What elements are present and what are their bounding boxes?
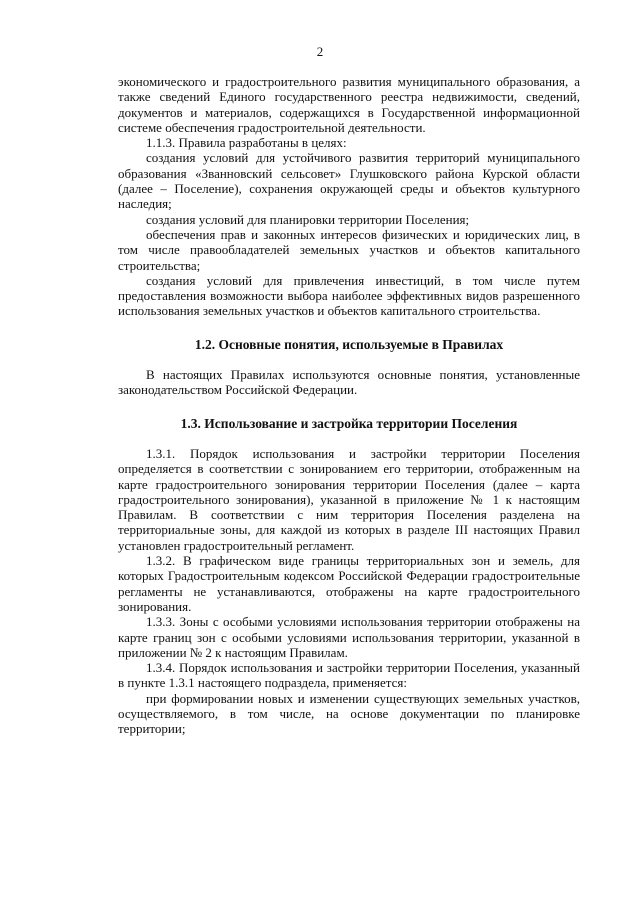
paragraph-1-1-3: 1.1.3. Правила разработаны в целях: — [146, 135, 347, 151]
heading-section-1-2: 1.2. Основные понятия, используемые в Правилах — [194, 336, 504, 352]
paragraph-goal-planning: создания условий для планировки территории Поселения; — [146, 211, 470, 227]
paragraph-goal-sustainable: создания условий для устойчивого развития территорий муниципального образования «Званновский сельсовет» Глушковского района Курской области (далее – Поселение), сохранения окружающей среды и объектов культурного наследия; — [118, 150, 580, 212]
page-number: 2 — [316, 44, 324, 59]
paragraph-1-3-4: 1.3.4. Порядок использования и застройки территории Поселения, указанный в пункте 1.3.1 настоящего подраздела, применяется: — [118, 660, 580, 691]
paragraph-1-3-4-item: при формировании новых и изменении существующих земельных участков, осуществляемого, в том числе, на основе документации по планировке территории; — [118, 690, 580, 737]
paragraph-goal-rights: обеспечения прав и законных интересов физических и юридических лиц, в том числе правообладателей земельных участков и объектов капитального строительства; — [118, 226, 580, 273]
paragraph-goal-investment: создания условий для привлечения инвестиций, в том числе путем предоставления возможности выбора наиболее эффективных видов разрешенного использования земельных участков и объектов капитального строительства. — [118, 272, 580, 319]
paragraph-1-3-2: 1.3.2. В графическом виде границы территориальных зон и земель, для которых Градостроительным кодексом Российской Федерации градостроительные регламенты не устанавливаются, отображены на карте градостроительного зонирования. — [118, 553, 580, 614]
paragraph-intro-continued: экономического и градостроительного развития муниципального образования, а также сведений Единого государственного реестра недвижимости, сведений, документов и материалов, содержащихся в Государственной информационной системе обеспечения градостроительной деятельности. — [118, 74, 580, 135]
heading-section-1-3: 1.3. Использование и застройка территории Поселения — [180, 415, 518, 431]
paragraph-1-3-1: 1.3.1. Порядок использования и застройки территории Поселения определяется в соответствии с зонированием его территории, отображенным на карте градостроительного зонирования территории Поселения (далее – карта градостроительного зонирования), указанной в приложение № 1 к настоящим Правилам. В соответствии с ним территория Поселения разделена на территориальные зоны, для каждой из которых в разделе III настоящих Правил установлен градостроительный регламент. — [118, 445, 580, 553]
paragraph-section-1-2: В настоящих Правилах используются основные понятия, установленные законодательством Российской Федерации. — [118, 367, 580, 398]
paragraph-1-3-3: 1.3.3. Зоны с особыми условиями использования территории отображены на карте границ зон с особыми условиями использования территории, указанной в приложении № 2 к настоящим Правилам. — [118, 614, 580, 660]
document-body — [118, 74, 580, 737]
